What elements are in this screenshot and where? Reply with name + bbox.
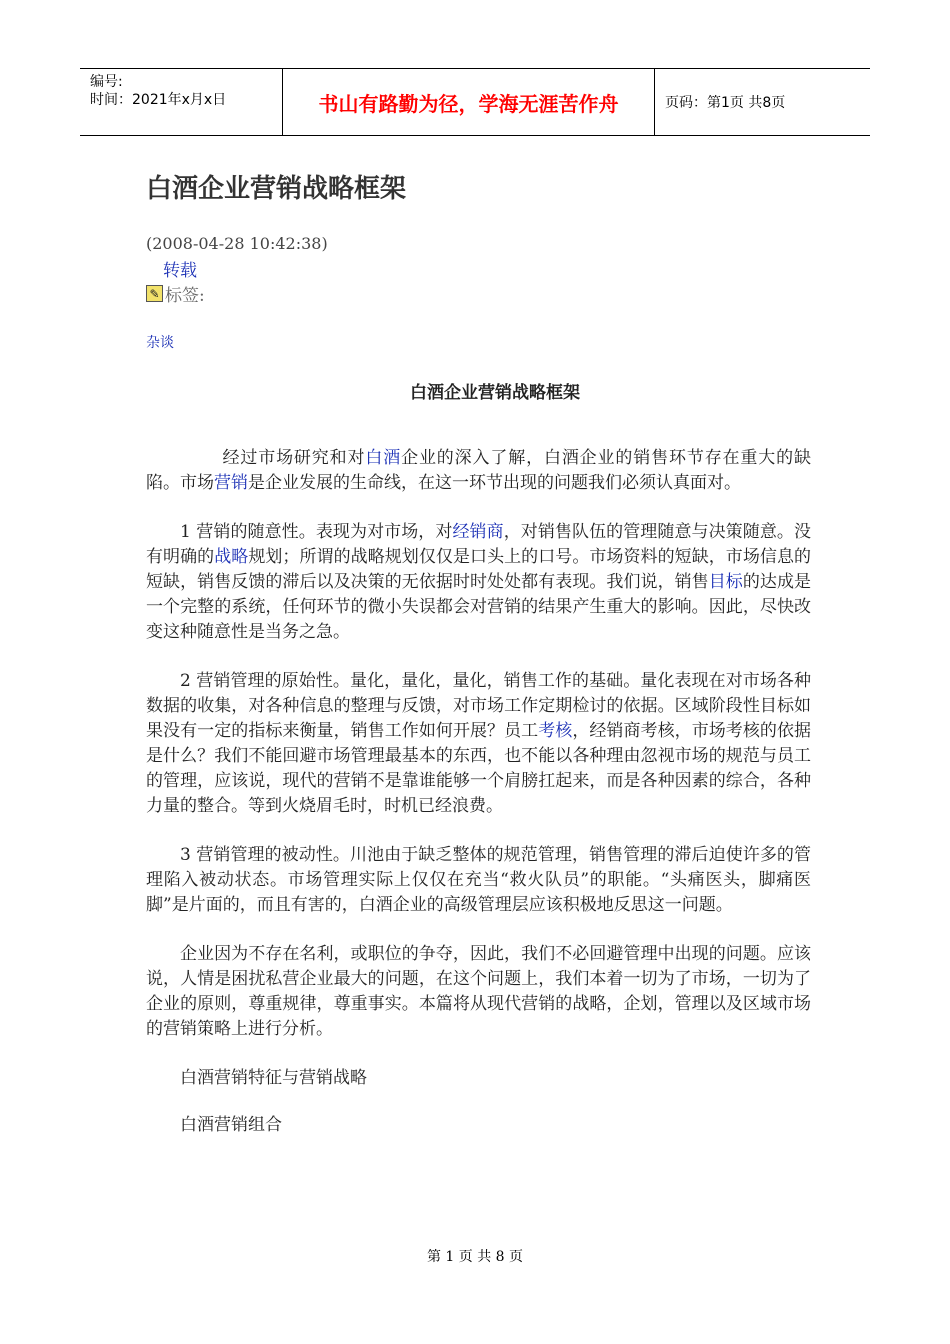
section-heading-2: 白酒营销组合 — [180, 1115, 282, 1135]
keyword-link[interactable]: 战略 — [214, 547, 249, 567]
keyword-link[interactable]: 白酒 — [365, 448, 402, 468]
header-motto: 书山有路勤为径，学海无涯苦作舟 — [282, 69, 655, 135]
repost-link[interactable]: 转载 — [163, 261, 197, 281]
article-body — [146, 446, 811, 1160]
keyword-link[interactable]: 考核 — [538, 721, 573, 741]
article-subtitle: 白酒企业营销战略框架 — [410, 383, 580, 403]
page-header — [80, 68, 870, 136]
keyword-link[interactable]: 营销 — [214, 473, 248, 493]
post-timestamp: (2008-04-28 10:42:38) — [146, 234, 328, 253]
text-span: ，对销售队伍的管理随意与决策随意。没有明确的 — [146, 522, 811, 567]
paragraph-5: 企业因为不存在名利，或职位的争夺，因此，我们不必回避管理中出现的问题。应该说，人情是困扰私营企业最大的问题，在这个问题上，我们本着一切为了市场，一切为了企业的原则，尊重规律，尊重事实。本篇将从现代营销的战略，企划，管理以及区域市场的营销策略上进行分析。 — [146, 944, 811, 1039]
header-page-number: 页码：第1页 共8页 — [665, 95, 786, 111]
text-span: 企业的深入了解，白酒企业的销售环节存在重大的缺陷。市场 — [146, 448, 811, 493]
text-span: ，经销商考核，市场考核的依据是什么？我们不能回避市场管理最基本的东西，也不能以各种理由忽视市场的规范与员工的管理，应该说，现代的营销不是靠谁能够一个肩膀扛起来，而是各种因素的综合，各种力量的整合。等到火烧眉毛时，时机已经浪费。 — [146, 721, 812, 816]
document-title: 白酒企业营销战略框架 — [146, 174, 407, 204]
header-meta — [80, 69, 282, 135]
text-span: 规划；所谓的战略规划仅仅是口头上的口号。市场资料的短缺，市场信息的短缺，销售反馈的滞后以及决策的无依据时时处处都有表现。我们说，销售 — [146, 547, 812, 592]
paragraph-2 — [146, 520, 811, 645]
tag-row — [146, 281, 205, 306]
section-heading-1: 白酒营销特征与营销战略 — [180, 1068, 367, 1088]
keyword-link[interactable]: 经销商 — [452, 522, 504, 542]
text-span: 1 营销的随意性。表现为对市场，对 — [180, 522, 453, 542]
header-number: 编号: — [90, 74, 123, 90]
text-span: 是企业发展的生命线，在这一环节出现的问题我们必须认真面对。 — [248, 473, 741, 493]
paragraph-3 — [146, 669, 811, 819]
tag-label: 标签: — [165, 286, 205, 306]
paragraph-1 — [146, 446, 811, 496]
page-footer: 第 1 页 共 8 页 — [426, 1249, 524, 1265]
text-span: 的达成是一个完整的系统，任何环节的微小失误都会对营销的结果产生重大的影响。因此，尽快改变这种随意性是当务之急。 — [146, 572, 812, 642]
tag-icon: ✎ — [146, 285, 163, 302]
paragraph-4: 3 营销管理的被动性。川池由于缺乏整体的规范管理，销售管理的滞后迫使许多的管理陷入被动状态。市场管理实际上仅仅在充当“救火队员”的职能。“头痛医头，脚痛医脚”是片面的，而且有害的，白酒企业的高级管理层应该积极地反思这一问题。 — [146, 845, 811, 915]
text-span: 经过市场研究和对 — [222, 448, 366, 468]
keyword-link[interactable]: 目标 — [708, 572, 743, 592]
text-span: 2 营销管理的原始性。量化，量化，量化，销售工作的基础。量化表现在对市场各种数据的收集，对各种信息的整理与反馈，对市场工作定期检讨的依据。区域阶段性目标如果没有一定的指标来衡量，销售工作如何开展？员工 — [146, 671, 811, 741]
tag-link[interactable]: 杂谈 — [146, 335, 174, 351]
header-time: 时间：2021年x月x日 — [90, 92, 227, 108]
